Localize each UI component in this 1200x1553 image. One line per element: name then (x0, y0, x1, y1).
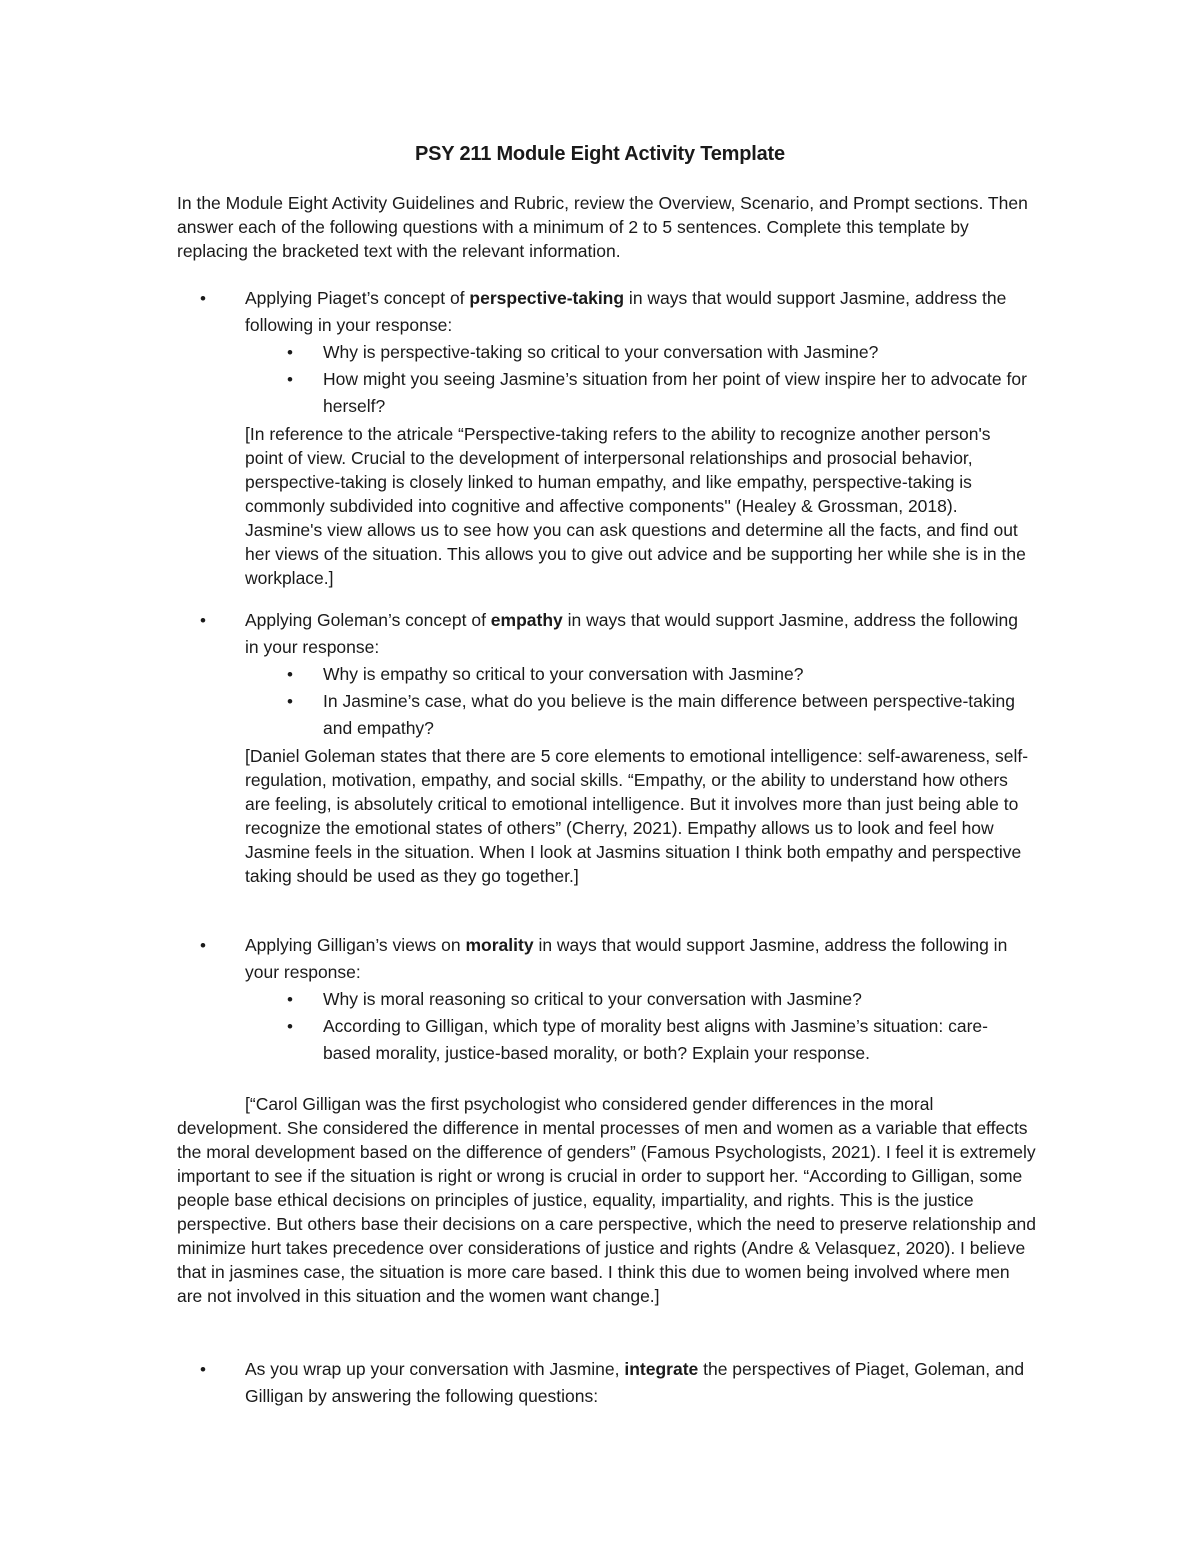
lead-keyword: morality (465, 935, 534, 955)
bullet-icon: • (287, 665, 293, 684)
section-goleman (200, 607, 1030, 888)
answer-paragraph: [In reference to the atricale “Perspective-taking refers to the ability to recognize another person's point of view. Crucial to the development of interpersonal relationships and prosocial behavior, perspective-taking is closely linked to human empathy, and like empathy, perspective-taking is commonly subdivided into cognitive and affective components'' (Healey & Grossman, 2018). Jasmine's view allows us to see how you can ask questions and determine all the facts, and find out her views of the situation. This allows you to give out advice and be supporting her while she is in the workplace.] (245, 424, 1026, 588)
question-text: In Jasmine’s case, what do you believe is the main difference between perspective-taking and empathy? (323, 691, 1015, 738)
lead-text-before: Applying Piaget’s concept of (245, 288, 470, 308)
question-text: How might you seeing Jasmine’s situation from her point of view inspire her to advocate for herself? (323, 369, 1027, 416)
section-lead (200, 607, 1030, 661)
lead-text-before: Applying Goleman’s concept of (245, 610, 491, 630)
bullet-icon: • (287, 990, 293, 1009)
answer-paragraph: [Daniel Goleman states that there are 5 core elements to emotional intelligence: self-awareness, self-regulation, motivation, empathy, and social skills. “Empathy, or the ability to understand how others are feeling, is absolutely critical to emotional intelligence. But it involves more than just being able to recognize the emotional states of others” (Cherry, 2021). Empathy allows us to look and feel how Jasmine feels in the situation. When I look at Jasmins situation I think both empathy and perspective taking should be used as they go together.] (245, 746, 1029, 886)
bullet-icon: • (287, 1017, 293, 1036)
bullet-icon: • (200, 936, 206, 955)
intro-text: In the Module Eight Activity Guidelines and Rubric, review the Overview, Scenario, and Prompt sections. Then answer each of the following questions with a minimum of 2 to 5 sentences. Complete this template by replacing the bracketed text with the relevant information. (177, 193, 1028, 261)
bullet-icon: • (200, 611, 206, 630)
section-piaget (200, 285, 1030, 590)
section-lead (200, 932, 1030, 986)
bullet-icon: • (200, 289, 206, 308)
question-item (200, 1013, 1030, 1067)
lead-keyword: empathy (490, 610, 563, 630)
question-item (200, 661, 1030, 688)
lead-text-before: Applying Gilligan’s views on (245, 935, 466, 955)
question-item (200, 366, 1030, 420)
question-item (200, 986, 1030, 1013)
answer-paragraph: [“Carol Gilligan was the first psychologist who considered gender differences in the moral development. She considered the difference in mental processes of men and women as a variable that effects the moral development based on the difference of genders” (Famous Psychologists, 2021). I feel it is extremely important to see if the situation is right or wrong is crucial in order to support her. “According to Gilligan, some people base ethical decisions on principles of justice, equality, impartiality, and rights. This is the justice perspective. But others base their decisions on a care perspective, which the need to preserve relationship and minimize hurt takes precedence over considerations of justice and rights (Andre & Velasquez, 2020). I believe that in jasmines case, the situation is more care based. I think this due to women being involved where men are not involved in this situation and the women want change.] (177, 1094, 1036, 1306)
question-text: Why is perspective-taking so critical to your conversation with Jasmine? (323, 342, 879, 362)
lead-text-after: in ways that would support Jasmine, address the following in your response: (245, 610, 1019, 657)
bullet-icon: • (287, 370, 293, 389)
question-text: Why is moral reasoning so critical to your conversation with Jasmine? (323, 989, 862, 1009)
bullet-icon: • (200, 1360, 206, 1379)
intro-paragraph (177, 191, 1037, 263)
question-text: According to Gilligan, which type of morality best aligns with Jasmine’s situation: care-based morality, justice-based morality, or both? Explain your response. (323, 1016, 988, 1063)
document-title: PSY 211 Module Eight Activity Template (415, 143, 785, 165)
question-text: Why is empathy so critical to your conversation with Jasmine? (323, 664, 804, 684)
lead-keyword: perspective-taking (469, 288, 625, 308)
section-lead (200, 1356, 1030, 1410)
section-integration (200, 1356, 1030, 1410)
bullet-icon: • (287, 692, 293, 711)
bullet-icon: • (287, 343, 293, 362)
question-item (200, 688, 1030, 742)
lead-text-after: in ways that would support Jasmine, address the following in your response: (245, 935, 1008, 982)
lead-text-before: As you wrap up your conversation with Jasmine, (245, 1359, 625, 1379)
lead-text-after: in ways that would support Jasmine, address the following in your response: (245, 288, 1007, 335)
question-item (200, 339, 1030, 366)
section-lead (200, 285, 1030, 339)
lead-keyword: integrate (624, 1359, 699, 1379)
lead-text-after: the perspectives of Piaget, Goleman, and Gilligan by answering the following questions: (245, 1359, 1025, 1406)
section-gilligan (200, 932, 1030, 1067)
